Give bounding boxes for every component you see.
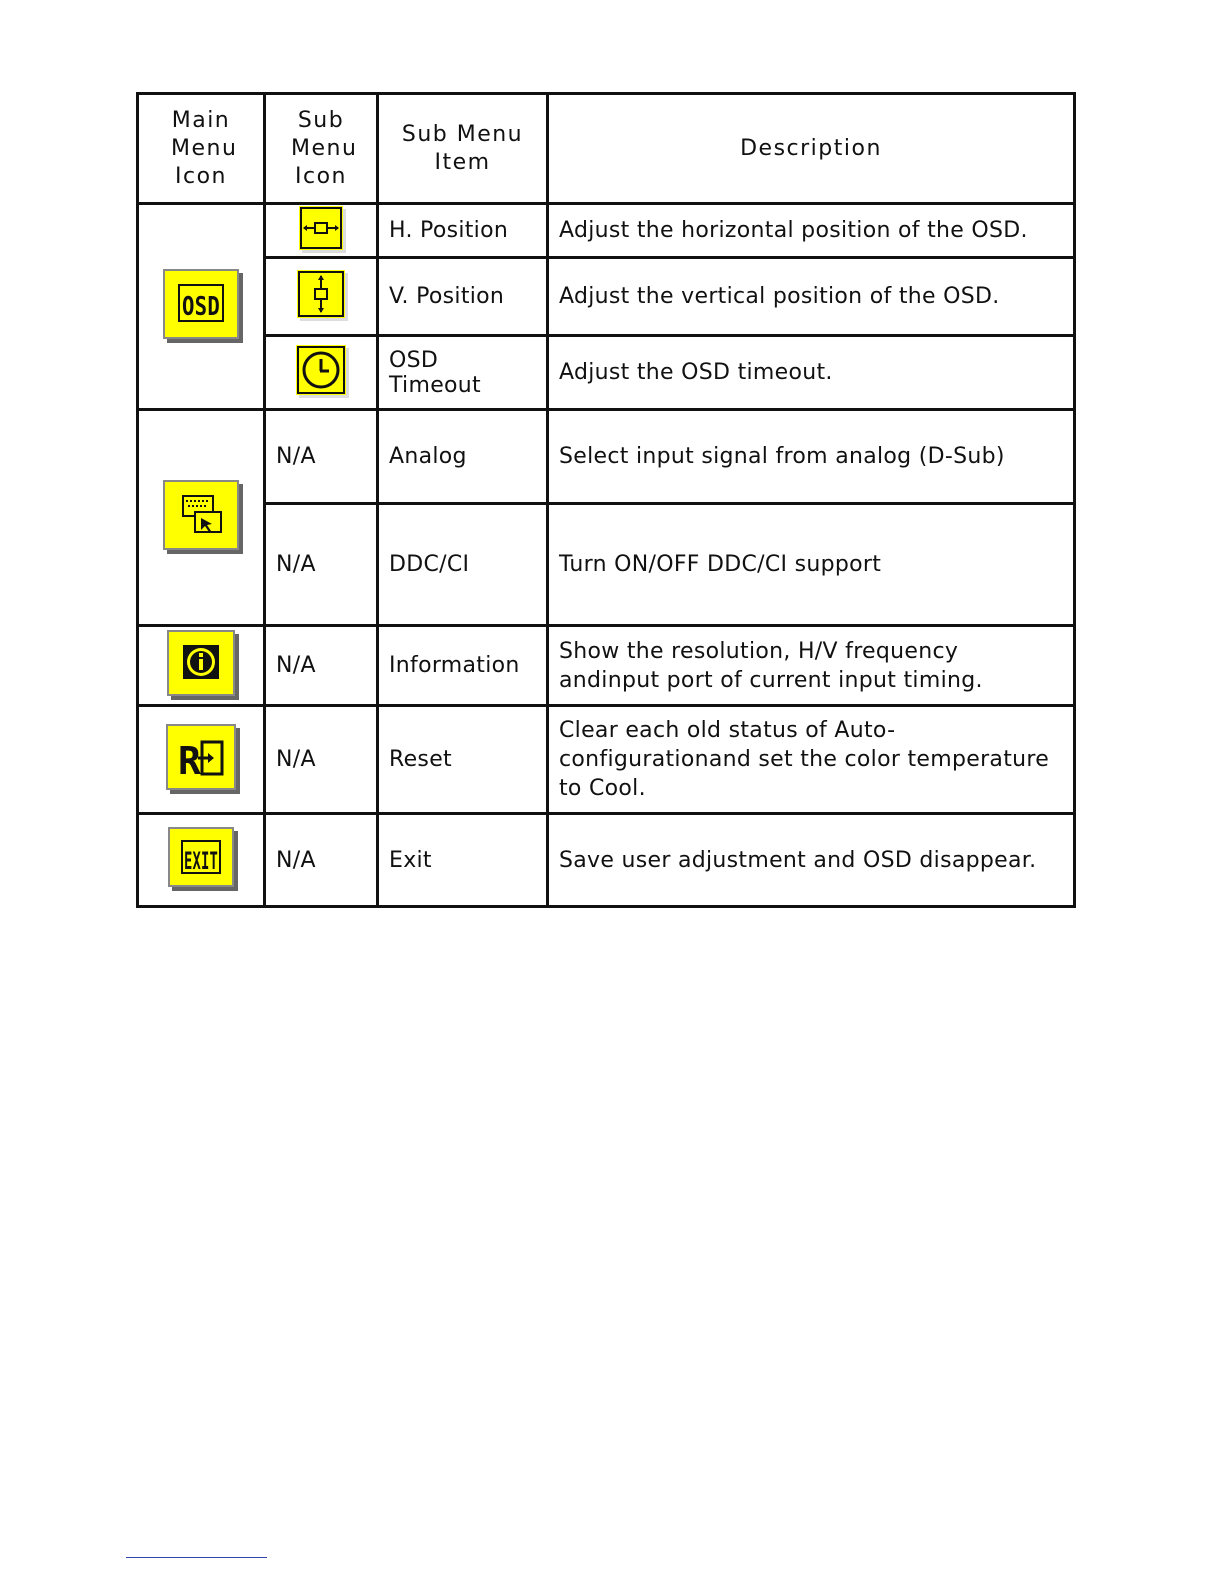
- main-icon-cell: [138, 626, 265, 706]
- main-icon-cell: [138, 814, 265, 907]
- table-row: [138, 258, 1075, 336]
- table-row: [138, 706, 1075, 814]
- footer-divider: [126, 1557, 267, 1558]
- sub-icon-cell: [265, 204, 378, 258]
- header-main-menu-icon: Main Menu Icon: [138, 94, 265, 204]
- header-sub-menu-item: Sub Menu Item: [378, 94, 548, 204]
- sub-menu-item: H. Position: [378, 204, 548, 258]
- sub-menu-item: V. Position: [378, 258, 548, 336]
- description: Adjust the horizontal position of the OSD.: [548, 204, 1075, 258]
- reset-icon: [166, 724, 236, 790]
- main-icon-cell: [138, 410, 265, 626]
- info-icon: [167, 630, 235, 696]
- sub-menu-item: DDC/CI: [378, 504, 548, 626]
- sub-menu-item: Information: [378, 626, 548, 706]
- description: Turn ON/OFF DDC/CI support: [548, 504, 1075, 626]
- sub-icon-cell: [265, 336, 378, 410]
- osd-icon: [163, 269, 239, 339]
- header-row: [138, 94, 1075, 204]
- exit-icon: [168, 827, 234, 887]
- v-position-icon: [297, 270, 345, 318]
- svg-text:R: R: [178, 738, 202, 783]
- sub-icon-na: N/A: [265, 626, 378, 706]
- header-description: Description: [548, 94, 1075, 204]
- table-row: [138, 814, 1075, 907]
- table-row: [138, 504, 1075, 626]
- input-icon: [163, 480, 239, 550]
- osd-menu-table: [136, 92, 1076, 908]
- sub-menu-item: Exit: [378, 814, 548, 907]
- table-row: [138, 336, 1075, 410]
- sub-menu-item: Reset: [378, 706, 548, 814]
- table-row: [138, 204, 1075, 258]
- description: Adjust the vertical position of the OSD.: [548, 258, 1075, 336]
- description: Show the resolution, H/V frequency andinput port of current input timing.: [548, 626, 1075, 706]
- description: Select input signal from analog (D-Sub): [548, 410, 1075, 504]
- description: Clear each old status of Auto-configurationand set the color temperature to Cool.: [548, 706, 1075, 814]
- sub-icon-na: N/A: [265, 706, 378, 814]
- main-icon-cell: [138, 204, 265, 410]
- sub-icon-na: N/A: [265, 504, 378, 626]
- sub-menu-item: OSD Timeout: [378, 336, 548, 410]
- svg-text:OSD: OSD: [182, 291, 220, 322]
- main-icon-cell: [138, 706, 265, 814]
- sub-icon-na: N/A: [265, 410, 378, 504]
- clock-icon: [296, 345, 346, 395]
- table-row: [138, 410, 1075, 504]
- sub-icon-cell: [265, 258, 378, 336]
- sub-menu-item: Analog: [378, 410, 548, 504]
- description: Adjust the OSD timeout.: [548, 336, 1075, 410]
- sub-icon-na: N/A: [265, 814, 378, 907]
- description: Save user adjustment and OSD disappear.: [548, 814, 1075, 907]
- header-sub-menu-icon: Sub Menu Icon: [265, 94, 378, 204]
- svg-text:EXIT: EXIT: [184, 847, 218, 875]
- h-position-icon: [299, 206, 343, 250]
- table-row: [138, 626, 1075, 706]
